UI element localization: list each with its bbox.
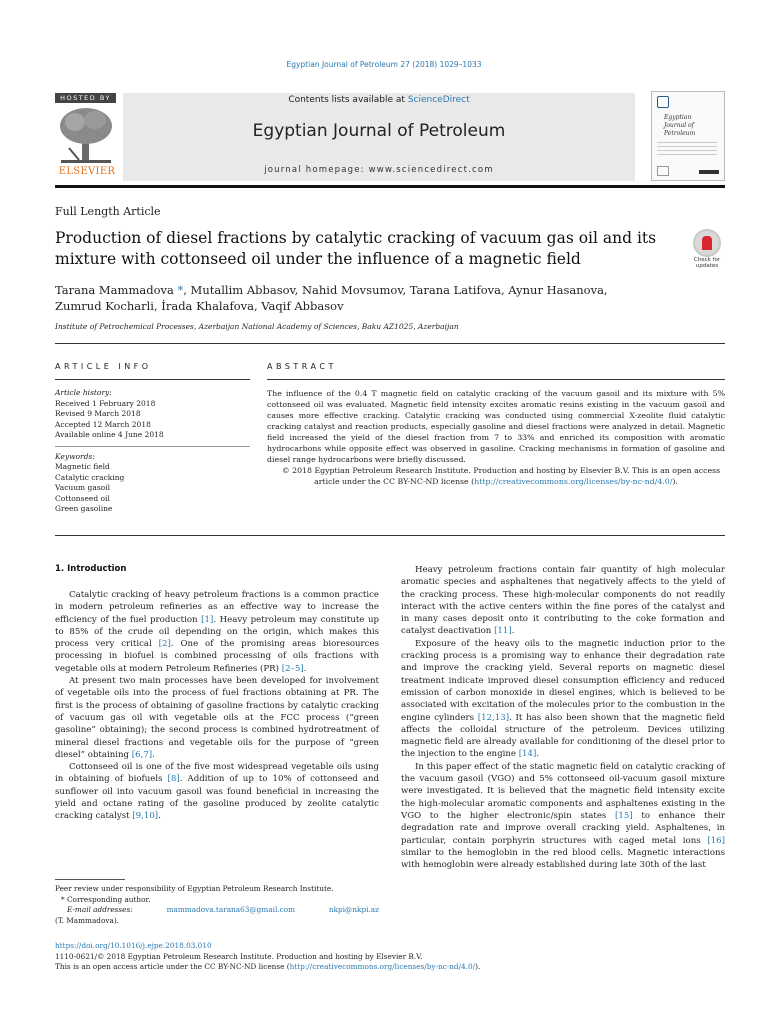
cover-barcode-icon xyxy=(699,170,719,174)
paragraph: Exposure of the heavy oils to the magnetic induction prior to the cracking process is a promising way to enhance their degradation rate and improve the cracking yield. Several reports on magnetic diesel treatment indicate improved diesel consumption efficiency and reduced emission of carbon monoxide in diesel engines, which is believed to be associated with excitation of the molecules prior to the combustion in the engine cylinders [12,13]. It has also been shown that the magnetic field affects the colloidal structure of the petroleum. Devices utilizing magnetic field are already available for conditioning of the diesel prior to the injection to the engine [14]. xyxy=(401,638,725,760)
email-line xyxy=(55,905,379,916)
divider xyxy=(55,535,725,536)
citation-link[interactable]: [14] xyxy=(518,749,537,760)
citation-link[interactable]: [9,10] xyxy=(132,811,159,822)
divider xyxy=(55,446,250,447)
email-label: E-mail addresses: xyxy=(67,905,133,914)
masthead xyxy=(55,93,725,181)
paragraph: In this paper effect of the static magnetic field on catalytic cracking of the vacuum gasoil (VGO) and 5% cottonseed oil-vacuum gasoil mixture were investigated. It is believed that the magnetic field intensity excite the high-molecular aromatic components and asphaltenes existing in the VGO to the higher electronic/spin states [15] to enhance their degradation rate and improve overall cracking yield. Asphaltenes, in particular, contain porphyrin structures with caged metal ions [16] similar to the hemoglobin in the red blood cells. Magnetic interactions with hemoglobin were already established during late 30th of the last xyxy=(401,761,726,871)
history-item: Received 1 February 2018 xyxy=(55,398,156,408)
citation-link[interactable]: [2–5] xyxy=(281,663,304,674)
open-access-line: This is an open access article under the CC BY-NC-ND license (http://creativecommons.org/licenses/by-nc-nd/4.0/). xyxy=(55,962,481,971)
citation-link[interactable]: [8] xyxy=(167,774,180,785)
corresponding-author-marker[interactable]: * xyxy=(173,283,184,297)
author-name[interactable]: Tarana Mammadova xyxy=(55,283,174,297)
body-column-right xyxy=(401,564,725,871)
crossmark-label xyxy=(687,257,727,269)
masthead-rule xyxy=(55,185,725,188)
citation-link[interactable]: [15] xyxy=(615,810,633,821)
elsevier-logo-text: ELSEVIER xyxy=(58,166,116,177)
check-for-updates-button[interactable] xyxy=(687,229,727,269)
crossmark-icon xyxy=(693,229,721,257)
section-heading: 1. Introduction xyxy=(55,564,127,574)
sciencedirect-link[interactable]: ScienceDirect xyxy=(407,95,470,105)
paragraph: Cottonseed oil is one of the five most widespread vegetable oils using in obtaining of biofuels [8]. Addition of up to 10% of cottonseed and sunflower oil into vacuum gasoil was found beneficial in increasing the yield and octane rating of the gasoline produced by zeolite catalytic cracking catalyst [9,10]. xyxy=(55,762,379,822)
homepage-prefix: journal homepage: xyxy=(264,165,369,175)
copyright-suffix: ). xyxy=(672,477,678,486)
author-list xyxy=(55,282,695,314)
keywords-label: Keywords: xyxy=(55,451,95,461)
cover-publisher-icon xyxy=(657,166,669,176)
citation-link[interactable]: [1] xyxy=(201,614,214,625)
paragraph: At present two main processes have been developed for involvement of vegetable oils into the process of fuel fractions obtaining at PR. The first is the process of obtaining of gasoline fractions by catalytic cracking of vacuum gas oil with vegetable oils at the FCC process (“green gasoline” obtaining); the second process is combined hydrotreatment of mineral diesel fractions and vegetable oils for the purpose of “green diesel” obtaining [6,7]. xyxy=(55,676,379,760)
cover-title-line: Petroleum xyxy=(664,130,696,137)
email-link[interactable]: mammadova.tarana63@gmail.com xyxy=(166,905,296,914)
crossmark-label-line: Check for xyxy=(693,257,721,263)
elsevier-tree-logo-icon xyxy=(55,104,117,166)
peer-review-note: Peer review under responsibility of Egyptian Petroleum Research Institute. xyxy=(55,884,334,893)
footnotes xyxy=(55,884,379,926)
body-column-left xyxy=(55,589,379,823)
history-label: Article history: xyxy=(55,388,112,397)
citation-link[interactable]: [12,13] xyxy=(477,712,510,723)
corresponding-author-note: * Corresponding author. xyxy=(61,894,151,904)
license-link[interactable]: http://creativecommons.org/licenses/by-nc-nd/4.0/ xyxy=(289,962,476,971)
history-item: Accepted 12 March 2018 xyxy=(55,419,151,429)
email-owner: (T. Mammadova). xyxy=(55,915,119,925)
journal-citation[interactable]: Egyptian Journal of Petroleum 27 (2018) 1029–1033 xyxy=(286,60,482,69)
copyright-prefix: © 2018 Egyptian Petroleum Research Institute. Production and hosting by Elsevier B.V. This is an open access article under the CC BY-NC-ND license ( xyxy=(281,466,721,486)
cover-title xyxy=(664,114,695,138)
citation-link[interactable]: [16] xyxy=(707,835,725,846)
journal-homepage xyxy=(123,165,635,175)
paragraph: Catalytic cracking of heavy petroleum fractions is a common practice in modern petroleum refineries as an effective way to increase the efficiency of the fuel production [1]. Heavy petroleum may constitute up to 85% of the crude oil depending on the origin, which makes this process very critical [2]. One of the promising areas bioresources processing in biofuel is combined processing of oils fractions with vegetable oils at modern Petroleum Refineries (PR) [2–5]. xyxy=(55,590,379,674)
journal-title: Egyptian Journal of Petroleum xyxy=(252,121,506,141)
author-names: , Mutallim Abbasov, Nahid Movsumov, Tarana Latifova, Aynur Hasanova, xyxy=(183,283,608,297)
copyright-line xyxy=(267,465,725,487)
journal-banner xyxy=(123,93,635,181)
abstract-heading: ABSTRACT xyxy=(267,362,337,371)
keyword: Vacuum gasoil xyxy=(55,483,110,492)
keyword: Catalytic cracking xyxy=(55,472,125,482)
author-names: Zumrud Kocharli, İrada Khalafova, Vaqif Abbasov xyxy=(55,299,344,313)
history-item: Available online 4 June 2018 xyxy=(55,430,164,439)
contents-line xyxy=(123,95,635,105)
paragraph: Heavy petroleum fractions contain fair quantity of high molecular aromatic species and asphaltenes that negatively affects to the yield of the cracking process. These high-molecular components do not readily interact with the active centers within the fine pores of the catalyst and in many cases deposit onto it contributing to the coke formation and catalyst deactivation [11]. xyxy=(401,565,725,637)
affiliation: Institute of Petrochemical Processes, Azerbaijan National Academy of Sciences, Baku AZ1025, Azerbaijan xyxy=(55,322,459,331)
citation-link[interactable]: [6,7] xyxy=(131,749,153,760)
page-footer xyxy=(55,941,725,973)
homepage-link[interactable]: www.sciencedirect.com xyxy=(368,165,494,175)
article-type: Full Length Article xyxy=(55,205,161,218)
cover-logo-icon xyxy=(657,96,669,108)
hosted-by-badge: HOSTED BY xyxy=(55,93,116,103)
crossmark-label-line: updates xyxy=(695,263,719,269)
cover-title-line: Journal of xyxy=(664,122,694,129)
article-info-heading: ARTICLE INFO xyxy=(55,362,152,371)
issn-line: 1110-0621/© 2018 Egyptian Petroleum Research Institute. Production and hosting by Elsevier B.V. xyxy=(55,951,423,961)
abstract-paragraph: The influence of the 0.4 T magnetic field on catalytic cracking of the vacuum gasoil and its mixture with 5% cottonseed oil was evaluated. Magnetic field intensity excites aromatic resins existing in the vacuum gasoil and causes more effective cracking. Catalytic cracking was conducted using commercial X-zeolite fluid catalytic cracking catalyst and reaction products, especially gasoline and diesel fractions were analyzed in detail. Magnetic field increased the yield of the diesel fraction from 7 to 33% and enriched its composition with aromatic hydrocarbons while opposite effect was observed in gasoline. Cracking mechanisms in formation of gasoline and diesel range hydrocarbons were briefly discussed. xyxy=(267,389,725,464)
citation-link[interactable]: [11] xyxy=(494,626,512,637)
cover-title-line: Egyptian xyxy=(664,114,692,121)
journal-cover-thumbnail[interactable] xyxy=(651,91,725,181)
citation-link[interactable]: [2] xyxy=(158,639,171,650)
divider xyxy=(55,379,250,380)
contents-prefix: Contents lists available at xyxy=(288,95,408,105)
divider xyxy=(55,343,725,344)
keyword: Magnetic field xyxy=(55,462,110,471)
cover-text-lines xyxy=(657,142,717,158)
abstract-text xyxy=(267,388,725,487)
email-link[interactable]: nkpi@nkpi.az xyxy=(328,905,379,914)
history-item: Revised 9 March 2018 xyxy=(55,409,141,418)
doi-link[interactable]: https://doi.org/10.1016/j.ejpe.2018.03.010 xyxy=(55,941,212,950)
footnote-rule xyxy=(55,879,125,880)
keyword: Green gasoline xyxy=(55,504,113,513)
article-info xyxy=(55,388,250,515)
divider xyxy=(267,379,725,380)
keyword: Cottonseed oil xyxy=(55,493,110,503)
article-title: Production of diesel fractions by catalytic cracking of vacuum gas oil and its mixture with cottonseed oil under the influence of a magnetic field xyxy=(55,229,657,268)
license-link[interactable]: http://creativecommons.org/licenses/by-nc-nd/4.0/ xyxy=(474,477,673,486)
